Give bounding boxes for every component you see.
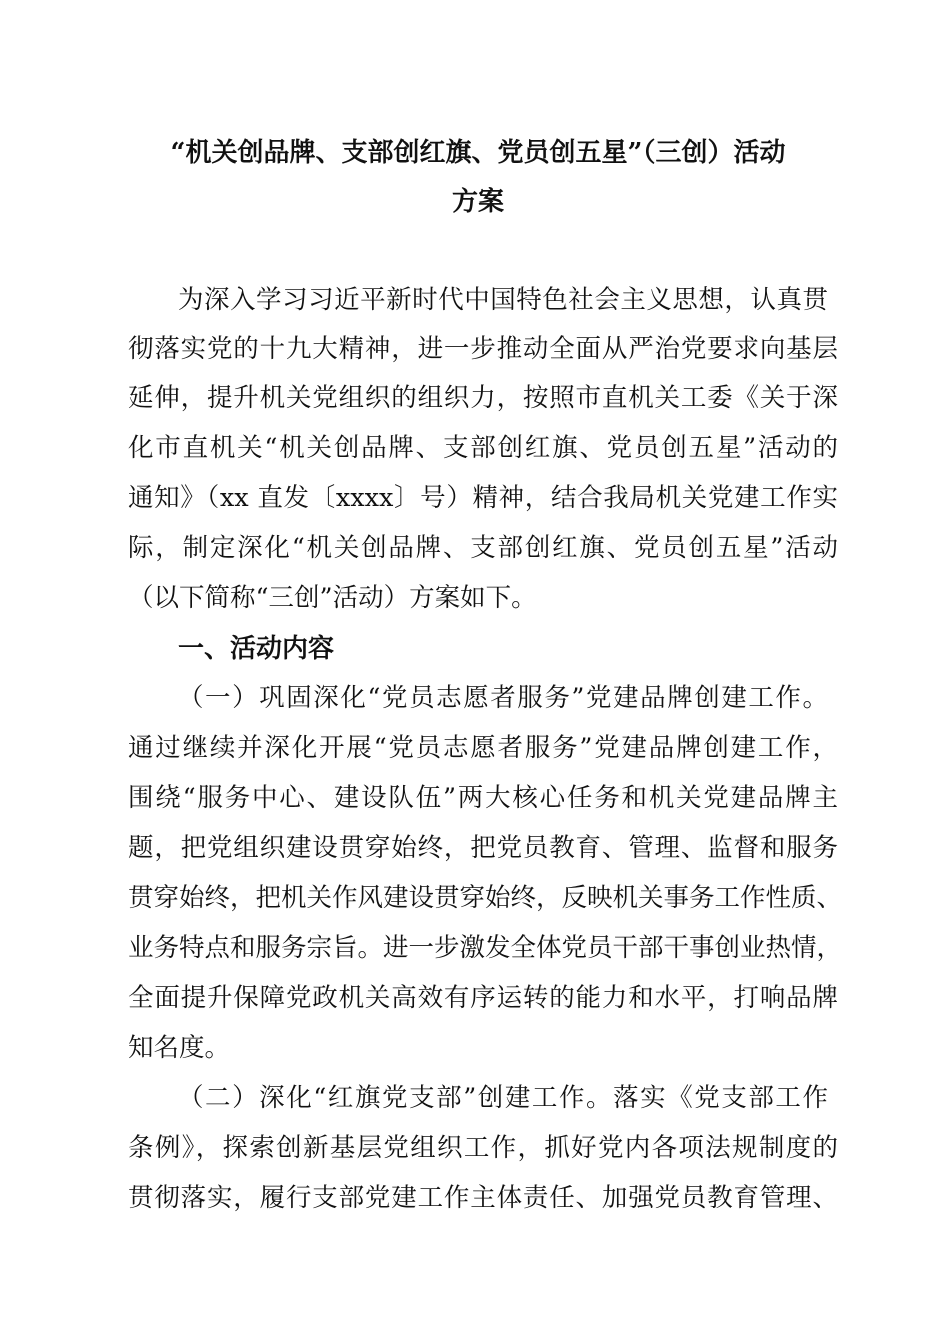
document-title-line-1: “机关创品牌、支部创红旗、党员创五星”（三创）活动 [170,138,786,168]
intro-line-5: 通知》（xx 直发〔xxxx〕号）精神，结合我局机关党建工作实 [128,483,838,513]
item2-line-3: 贯彻落实，履行支部党建工作主体责任、加强党员教育管理、 [128,1183,838,1213]
item1-line-6: 业务特点和服务宗旨。进一步激发全体党员干部干事创业热情， [128,933,843,963]
item2-line-1: （二）深化“红旗党支部”创建工作。落实《党支部工作 [178,1083,828,1113]
item1-line-1: （一）巩固深化“党员志愿者服务”党建品牌创建工作。 [178,683,828,713]
intro-line-1: 为深入学习习近平新时代中国特色社会主义思想，认真贯 [178,285,828,315]
intro-line-7: （以下简称“三创”活动）方案如下。 [128,583,537,613]
item1-line-3: 围绕“服务中心、建设队伍”两大核心任务和机关党建品牌主 [128,783,838,813]
item1-line-7: 全面提升保障党政机关高效有序运转的能力和水平，打响品牌 [128,983,838,1013]
item1-line-2: 通过继续并深化开展“党员志愿者服务”党建品牌创建工作， [128,733,838,763]
intro-line-3: 延伸，提升机关党组织的组织力，按照市直机关工委《关于深 [128,383,838,413]
intro-line-4: 化市直机关“机关创品牌、支部创红旗、党员创五星”活动的 [128,433,838,463]
intro-line-2: 彻落实党的十九大精神，进一步推动全面从严治党要求向基层 [128,334,838,364]
intro-line-6: 际，制定深化“机关创品牌、支部创红旗、党员创五星”活动 [128,533,838,563]
item1-line-8: 知名度。 [128,1033,231,1063]
item1-line-4: 题，把党组织建设贯穿始终，把党员教育、管理、监督和服务 [128,833,838,863]
item2-line-2: 条例》，探索创新基层党组织工作，抓好党内各项法规制度的 [128,1133,838,1163]
document-title-line-2: 方案 [451,187,504,217]
section-heading: 一、活动内容 [178,634,335,664]
item1-line-5: 贯穿始终，把机关作风建设贯穿始终，反映机关事务工作性质、 [128,883,843,913]
